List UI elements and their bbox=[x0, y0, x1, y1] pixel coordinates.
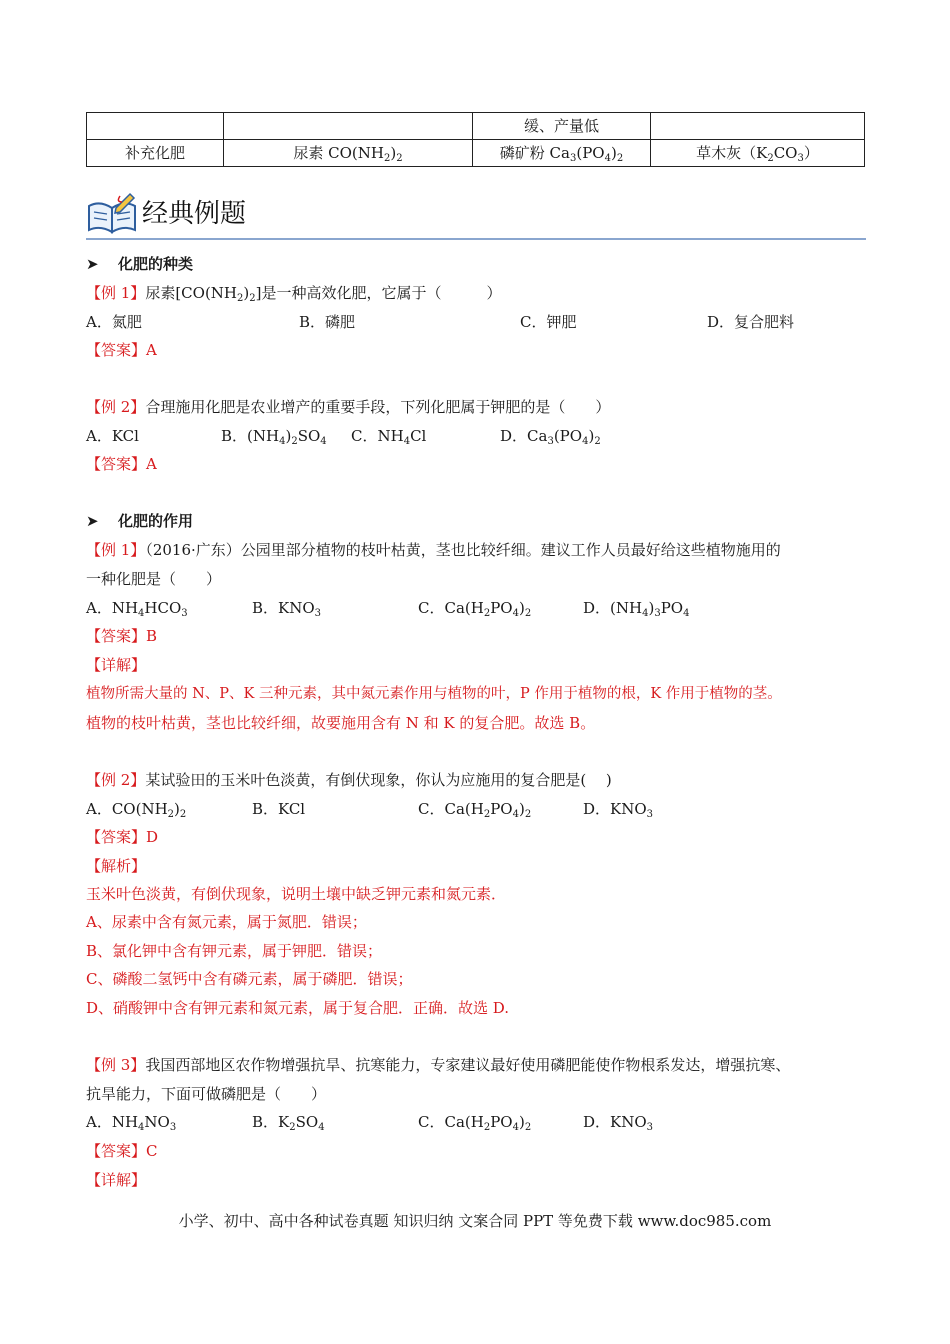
question-2-1-cont: 一种化肥是（ ） bbox=[86, 570, 222, 588]
section-heading: ➤ 化肥的作用 bbox=[86, 509, 193, 533]
section-banner bbox=[86, 192, 866, 242]
option-b: B．KCl bbox=[252, 800, 306, 818]
banner-title: 经典例题 bbox=[142, 199, 247, 229]
fertilizer-table bbox=[86, 112, 865, 167]
option-c: C．$Ca(H_2PO_4)_2$ bbox=[418, 599, 532, 619]
page-footer: 小学、初中、高中各种试卷真题 知识归纳 文案合同 PPT 等免费下载 www.doc985.com bbox=[178, 1212, 772, 1230]
section-heading: ➤ 化肥的种类 bbox=[86, 252, 193, 276]
table-row bbox=[87, 113, 865, 140]
answer: 【答案】C bbox=[86, 1142, 158, 1160]
option-d: D．$KNO_3$ bbox=[583, 800, 654, 820]
option-a: A．KCl bbox=[86, 427, 139, 445]
answer: 【答案】A bbox=[86, 341, 157, 359]
answer: 【答案】B bbox=[86, 627, 158, 645]
detail-text: 植物的枝叶枯黄，茎也比较纤细，故要施用含有 N 和 K 的复合肥。故选 B。 bbox=[86, 714, 596, 732]
option-c: C．$NH_4Cl$ bbox=[351, 427, 427, 447]
option-a: A．$CO(NH_2)_2$ bbox=[86, 800, 187, 820]
option-b: B．$K_2SO_4$ bbox=[252, 1113, 325, 1133]
analysis-label: 【解析】 bbox=[86, 857, 147, 875]
question-1-2: 【例 2】合理施用化肥是农业增产的重要手段，下列化肥属于钾肥的是（ ） bbox=[86, 398, 611, 416]
book-pen-icon bbox=[86, 192, 138, 236]
question-2-1: 【例 1】（2016·广东）公园里部分植物的枝叶枯黄，茎也比较纤细。建议工作人员最好给这些植物施用的 bbox=[86, 541, 781, 559]
table-cell-phosphate-rock: 磷矿粉 $Ca_3(PO_4)_2$ bbox=[473, 140, 651, 167]
detail-label: 【详解】 bbox=[86, 656, 147, 674]
option-c: C．$Ca(H_2PO_4)_2$ bbox=[418, 800, 532, 820]
option-c: C．$Ca(H_2PO_4)_2$ bbox=[418, 1113, 532, 1133]
arrow-bullet-icon: ➤ bbox=[86, 255, 99, 273]
analysis-text: 玉米叶色淡黄，有倒伏现象，说明土壤中缺乏钾元素和氮元素． bbox=[86, 885, 507, 903]
answer: 【答案】A bbox=[86, 455, 157, 473]
table-cell-plant-ash: 草木灰$(K_2CO_3)$ bbox=[651, 140, 865, 167]
option-d: D．$KNO_3$ bbox=[583, 1113, 654, 1133]
question-2-3: 【例 3】我国西部地区农作物增强抗旱、抗寒能力，专家建议最好使用磷肥能使作物根系发达，增强抗寒、 bbox=[86, 1056, 791, 1074]
analysis-text: B、氯化钾中含有钾元素，属于钾肥．错误； bbox=[86, 942, 383, 960]
detail-label: 【详解】 bbox=[86, 1171, 147, 1189]
question-2-3-cont: 抗旱能力，下面可做磷肥是（ ） bbox=[86, 1085, 327, 1103]
question-1-1: 【例 1】尿素$[CO(NH_2)_2]$是一种高效化肥，它属于（ ） bbox=[86, 284, 502, 304]
table-row bbox=[87, 140, 865, 167]
banner-divider bbox=[86, 238, 866, 240]
table-cell bbox=[651, 113, 865, 140]
option-b: B．$(NH_4)_2SO_4$ bbox=[221, 427, 327, 447]
answer: 【答案】D bbox=[86, 828, 159, 846]
option-d: D．复合肥料 bbox=[707, 313, 795, 331]
option-b: B．$KNO_3$ bbox=[252, 599, 322, 619]
table-cell bbox=[224, 113, 473, 140]
option-c: C．钾肥 bbox=[520, 313, 577, 331]
analysis-text: A、尿素中含有氮元素，属于氮肥．错误； bbox=[86, 913, 367, 931]
table-cell-urea: 尿素 $CO(NH_2)_2$ bbox=[224, 140, 473, 167]
option-d: D．$(NH_4)_3PO_4$ bbox=[583, 599, 690, 619]
option-b: B．磷肥 bbox=[299, 313, 356, 331]
analysis-text: D、硝酸钾中含有钾元素和氮元素，属于复合肥．正确．故选 D. bbox=[86, 999, 510, 1017]
option-a: A．氮肥 bbox=[86, 313, 142, 331]
arrow-bullet-icon: ➤ bbox=[86, 512, 99, 530]
option-d: D．$Ca_3(PO_4)_2$ bbox=[500, 427, 601, 447]
option-a: A．$NH_4HCO_3$ bbox=[86, 599, 188, 619]
table-cell: 缓、产量低 bbox=[473, 113, 651, 140]
option-a: A．$NH_4NO_3$ bbox=[86, 1113, 177, 1133]
analysis-text: C、磷酸二氢钙中含有磷元素，属于磷肥．错误； bbox=[86, 970, 413, 988]
question-2-2: 【例 2】某试验田的玉米叶色淡黄，有倒伏现象，你认为应施用的复合肥是( ) bbox=[86, 771, 612, 789]
detail-text: 植物所需大量的 N、P、K 三种元素，其中氮元素作用与植物的叶，P 作用于植物的根，K 作用于植物的茎。 bbox=[86, 686, 782, 702]
table-cell bbox=[87, 113, 224, 140]
table-cell-label: 补充化肥 bbox=[87, 140, 224, 167]
